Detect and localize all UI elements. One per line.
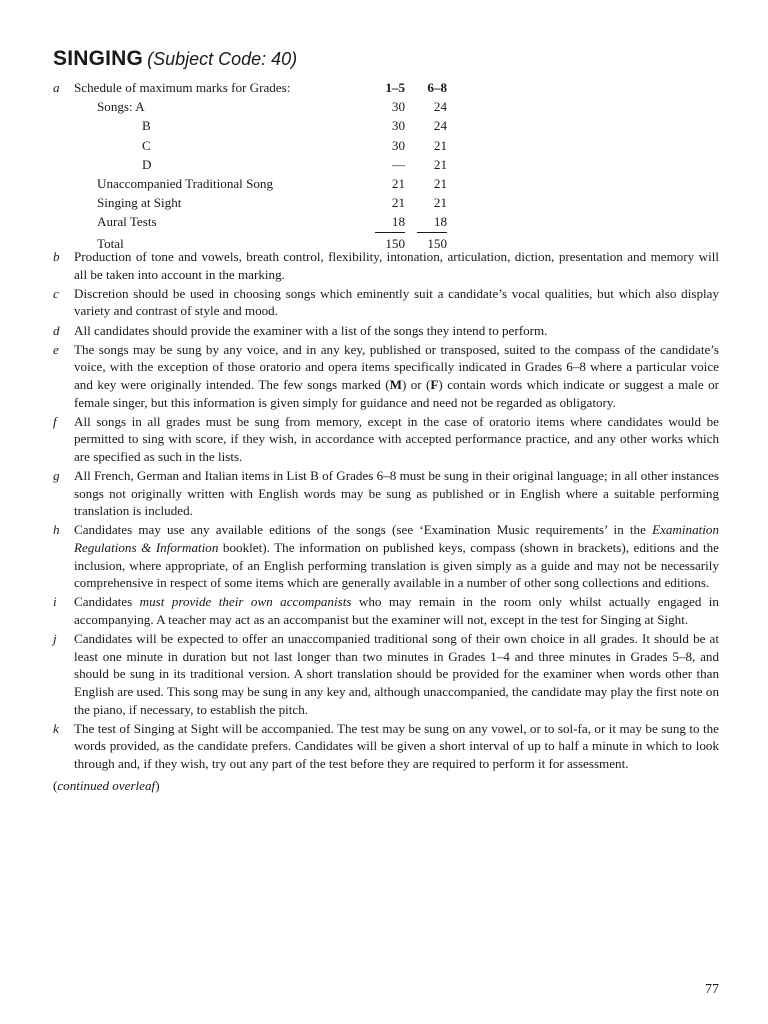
value-grades-6-8: 21 xyxy=(433,175,447,191)
item-letter: b xyxy=(53,249,60,264)
schedule-header-row xyxy=(53,78,719,97)
paragraph-d xyxy=(53,322,719,340)
schedule-caption: Schedule of maximum marks for Grades: xyxy=(74,80,291,95)
value-grades-1-5: — xyxy=(391,156,405,172)
paragraph-h xyxy=(53,521,719,591)
paragraph-g xyxy=(53,467,719,520)
total-label: Total xyxy=(97,235,124,251)
emphasis-text: must provide their own accompanists xyxy=(139,594,352,610)
schedule-row-aural xyxy=(53,212,719,231)
page-content xyxy=(53,46,719,794)
male-marker: M xyxy=(389,376,402,392)
paragraph-b xyxy=(53,248,719,283)
schedule-row-sight xyxy=(53,193,719,212)
item-letter: h xyxy=(53,522,60,538)
grade-column-1: 1–5 xyxy=(385,80,405,95)
paren-open: ( xyxy=(53,777,58,793)
marks-schedule xyxy=(53,78,719,251)
schedule-row-songs-d xyxy=(53,155,719,174)
schedule-row-label: Singing at Sight xyxy=(97,195,182,211)
schedule-row-unaccompanied xyxy=(53,174,719,193)
paragraph-text: All French, German and Italian items in List B of Grades 6–8 must be sung in their original language; in all other instances songs not originally written with English words may be sung as published or in English where a suitable performing translation is included. xyxy=(74,468,719,519)
item-letter: c xyxy=(53,285,59,301)
continued-note xyxy=(53,777,719,795)
paragraph-text: The songs may be sung by any voice, and in any key, published or transposed, suited to the compass of the candidate’s voice, with the exception of those oratorio and opera items specifically indicated in Grades 6–8 where a particular voice and key were originally intended. The few songs marked ( xyxy=(74,341,719,392)
total-grades-1-5: 150 xyxy=(385,235,405,251)
paragraph-c xyxy=(53,285,719,320)
page-title xyxy=(53,46,719,72)
paragraph-k xyxy=(53,720,719,773)
title-main: SINGING xyxy=(53,47,144,70)
song-list-label: C xyxy=(142,137,151,153)
paragraph-text: ) or ( xyxy=(401,376,431,392)
item-letter: d xyxy=(53,322,60,338)
paren-close: ) xyxy=(155,777,160,793)
song-list-label: D xyxy=(142,156,152,172)
schedule-row-label: Unaccompanied Traditional Song xyxy=(97,175,274,191)
schedule-row-songs-c xyxy=(53,136,719,155)
item-letter-a: a xyxy=(53,80,60,95)
female-marker: F xyxy=(430,376,439,392)
paragraph-text: who may remain in the room only whilst actually engaged in accompanying. A teacher may act as an accompanist but the examiner will not, except in the test for Singing at Sight. xyxy=(74,594,719,628)
schedule-row-label: Aural Tests xyxy=(97,214,157,230)
total-grades-6-8: 150 xyxy=(427,235,447,251)
schedule-row-songs-b xyxy=(53,116,719,135)
subject-code: (Subject Code: 40) xyxy=(147,49,298,69)
grade-column-2: 6–8 xyxy=(427,80,447,95)
item-letter: j xyxy=(53,631,57,647)
value-grades-6-8: 24 xyxy=(433,118,447,134)
value-grades-6-8: 21 xyxy=(433,195,447,211)
paragraph-e xyxy=(53,341,719,411)
item-letter: i xyxy=(53,594,57,610)
paragraph-i xyxy=(53,593,719,628)
continued-text: continued overleaf xyxy=(57,777,156,793)
paragraph-text: The test of Singing at Sight will be accompanied. The test may be sung on any vowel, or to sol-fa, or it may be sung to the words provided, as the candidate prefers. Candidates will be given a short interval of up to half a minute in which to look through and, if they wish, try out any part of the test before they are required to perform it for assessment. xyxy=(74,720,719,771)
paragraph-text: Production of tone and vowels, breath control, flexibility, intonation, articulation, diction, presentation and memory will all be taken into account in the marking. xyxy=(74,249,719,282)
value-grades-1-5: 21 xyxy=(391,195,405,211)
paragraph-text: Candidates will be expected to offer an unaccompanied traditional song of their own choice in all grades. It should be at least one minute in duration but not last longer than two minutes in Grades 1–4 and three minutes in Grades 5–8, and should be sung in its traditional version. A short translation should be provided for the examiner when words other than English are used. This song may be sung in any key and, although unaccompanied, the candidate may play the first note on the piano, if necessary, to establish the pitch. xyxy=(74,631,719,717)
value-grades-1-5: 30 xyxy=(391,99,405,115)
value-grades-1-5: 30 xyxy=(391,118,405,134)
value-grades-6-8: 18 xyxy=(417,212,447,232)
paragraph-j xyxy=(53,630,719,718)
item-letter: k xyxy=(53,720,59,736)
value-grades-6-8: 24 xyxy=(433,99,447,115)
item-letter: f xyxy=(53,413,57,429)
booklet-title: Examination Regulations & Information xyxy=(74,522,719,556)
value-grades-1-5: 30 xyxy=(391,137,405,153)
schedule-row-songs-a xyxy=(53,97,719,116)
song-list-label: B xyxy=(142,118,151,134)
paragraph-text: Discretion should be used in choosing songs which eminently suit a candidate’s vocal qualities, but which also display variety and contrast of style and mood. xyxy=(74,285,719,319)
paragraph-text: Candidates xyxy=(74,594,140,610)
songs-label: Songs: A xyxy=(97,99,145,115)
value-grades-1-5: 18 xyxy=(375,212,405,232)
paragraph-text: booklet). The information on published keys, compass (shown in brackets), editions and the inclusion, where appropriate, of an English performing translation is given simply as a guide and may not be necessarily comprehensive in respect of some items which are generally available in a number of other song collections and editions. xyxy=(74,540,719,591)
page-number: 77 xyxy=(705,982,719,997)
paragraph-text: ) contain words which indicate or suggest a male or female singer, but this information is given simply for guidance and need not be regarded as obligatory. xyxy=(74,376,719,410)
item-letter: e xyxy=(53,341,59,357)
paragraph-text: All candidates should provide the examiner with a list of the songs they intend to perform. xyxy=(74,322,548,338)
value-grades-1-5: 21 xyxy=(391,175,405,191)
paragraph-f xyxy=(53,413,719,466)
value-grades-6-8: 21 xyxy=(433,156,447,172)
item-letter: g xyxy=(53,468,60,484)
paragraph-text: All songs in all grades must be sung from memory, except in the case of oratorio items where candidates would be permitted to sing with score, if they wish, in accordance with accepted performance practice, and any other works which are specified as such in the lists. xyxy=(74,413,719,464)
paragraph-text: Candidates may use any available editions of the songs (see ‘Examination Music requirements’ in the xyxy=(74,522,653,538)
value-grades-6-8: 21 xyxy=(433,137,447,153)
